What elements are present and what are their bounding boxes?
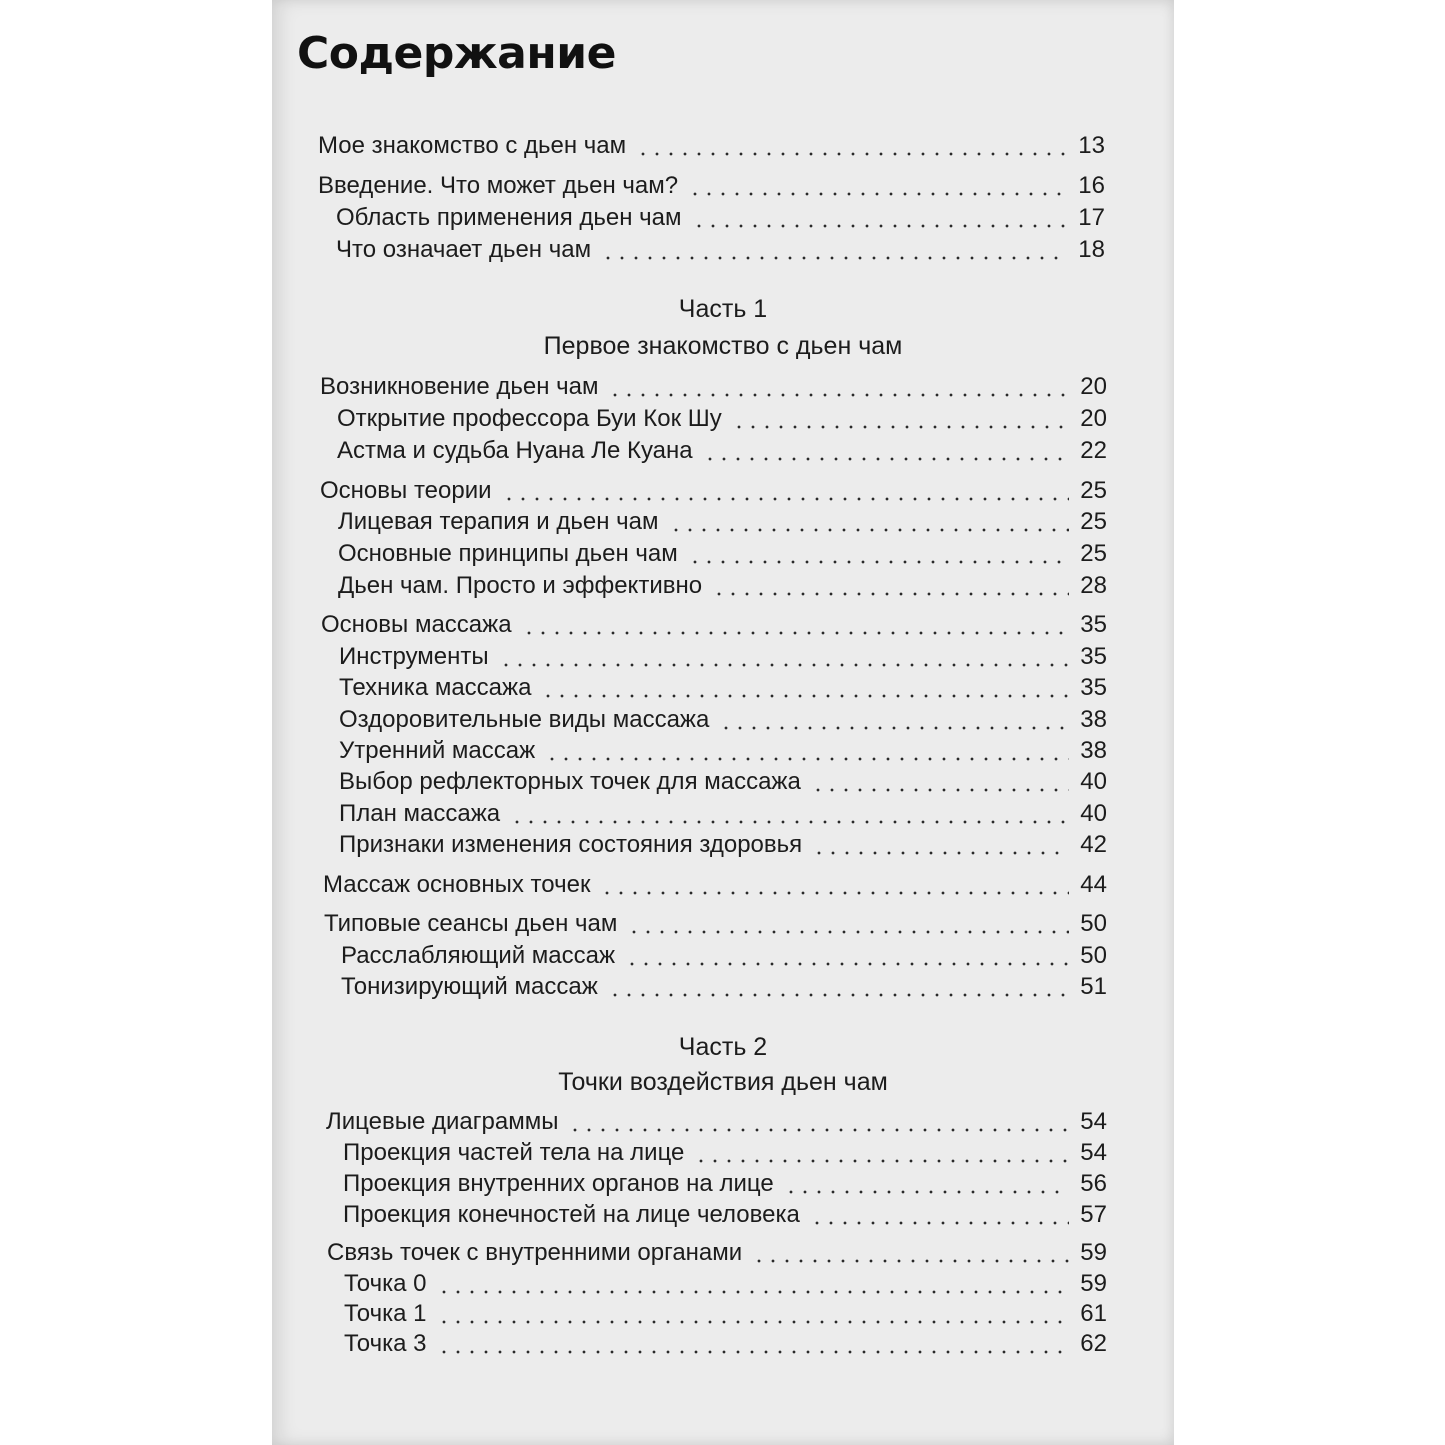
toc-entry-page: 38 (1080, 706, 1107, 733)
toc-entry-page: 20 (1080, 405, 1107, 432)
toc-entry-label: Дьен чам. Просто и эффективно (338, 572, 703, 599)
dot-leader (545, 757, 1069, 761)
toc-entry (320, 476, 1107, 506)
toc-entry-label: Тонизирующий массаж (341, 973, 598, 1000)
toc-entry-page: 57 (1080, 1201, 1107, 1228)
toc-entry-page: 56 (1080, 1170, 1107, 1197)
toc-entry-label: Точка 0 (344, 1270, 427, 1297)
dot-leader (568, 1128, 1069, 1132)
dot-leader (703, 457, 1069, 461)
toc-entry-page: 44 (1080, 871, 1107, 898)
dot-leader (732, 425, 1069, 429)
toc-entry-label: Оздоровительные виды массажа (339, 706, 710, 733)
toc-entry (324, 909, 1107, 939)
dot-leader (625, 962, 1069, 966)
dot-leader (601, 256, 1067, 260)
dot-leader (608, 393, 1069, 397)
toc-entry-label: Основы теории (320, 477, 492, 504)
toc-entry-label: Лицевые диаграммы (326, 1108, 559, 1135)
dot-leader (499, 663, 1069, 667)
dot-leader (541, 694, 1069, 698)
toc-entry-page: 35 (1080, 611, 1107, 638)
toc-entry-label: Точка 3 (344, 1330, 427, 1357)
toc-entry (318, 171, 1105, 201)
dot-leader (694, 1159, 1069, 1163)
toc-entry (321, 610, 1107, 640)
toc-entry-page: 18 (1078, 236, 1105, 263)
toc-entry-page: 50 (1080, 942, 1107, 969)
toc-entry-page: 42 (1080, 831, 1107, 858)
toc-entry (327, 1238, 1107, 1268)
toc-entry-label: Область применения дьен чам (336, 204, 682, 231)
toc-entry-page: 51 (1080, 973, 1107, 1000)
toc-entry (343, 1169, 1107, 1199)
toc-entry-label: Инструменты (339, 643, 489, 670)
toc-entry-page: 25 (1080, 540, 1107, 567)
dot-leader (719, 726, 1069, 730)
toc-entry-label: Основные принципы дьен чам (338, 540, 678, 567)
toc-entry-label: Массаж основных точек (323, 871, 591, 898)
toc-entry (339, 642, 1107, 672)
toc-entry-label: Введение. Что может дьен чам? (318, 172, 679, 199)
dot-leader (636, 152, 1067, 156)
toc-entry-page: 13 (1078, 132, 1105, 159)
toc-entry-page: 25 (1080, 508, 1107, 535)
toc-entry-label: Возникновение дьен чам (320, 373, 599, 400)
toc-entry (339, 673, 1107, 703)
toc-entry-page: 17 (1078, 204, 1105, 231)
part-title: Первое знакомство с дьен чам (543, 332, 903, 360)
toc-entry-page: 54 (1080, 1108, 1107, 1135)
toc-entry-page: 40 (1080, 800, 1107, 827)
page-title: Содержание (297, 28, 616, 79)
toc-entry (339, 767, 1107, 797)
toc-entry (344, 1269, 1107, 1299)
toc-entry-label: Проекция конечностей на лице человека (343, 1201, 800, 1228)
toc-entry (323, 870, 1107, 900)
toc-entry-page: 16 (1078, 172, 1105, 199)
toc-entry (337, 404, 1107, 434)
toc-entry-page: 50 (1080, 910, 1107, 937)
dot-leader (627, 930, 1069, 934)
part-number: Часть 1 (678, 295, 768, 323)
dot-leader (522, 631, 1069, 635)
toc-entry (338, 571, 1107, 601)
toc-entry (338, 507, 1107, 537)
toc-entry (339, 705, 1107, 735)
dot-leader (437, 1350, 1070, 1354)
toc-entry-label: Проекция частей тела на лице (343, 1139, 685, 1166)
dot-leader (688, 192, 1067, 196)
dot-leader (608, 993, 1069, 997)
toc-entry-label: Основы массажа (321, 611, 512, 638)
dot-leader (437, 1290, 1070, 1294)
dot-leader (752, 1259, 1069, 1263)
toc-entry-page: 38 (1080, 737, 1107, 764)
toc-entry-page: 62 (1080, 1330, 1107, 1357)
toc-entry (338, 539, 1107, 569)
toc-entry-page: 54 (1080, 1139, 1107, 1166)
toc-entry (336, 235, 1105, 265)
toc-entry (320, 372, 1107, 402)
toc-entry-label: Точка 1 (344, 1300, 427, 1327)
toc-entry-page: 40 (1080, 768, 1107, 795)
part-number: Часть 2 (678, 1033, 768, 1061)
dot-leader (669, 528, 1069, 532)
toc-entry-label: Расслабляющий массаж (341, 942, 616, 969)
toc-entry-label: Типовые сеансы дьен чам (324, 910, 618, 937)
toc-entry-label: Проекция внутренних органов на лице (343, 1170, 774, 1197)
toc-entry-label: Мое знакомство с дьен чам (318, 132, 627, 159)
toc-entry (326, 1107, 1107, 1137)
toc-entry (318, 131, 1105, 161)
toc-entry (343, 1200, 1107, 1230)
toc-entry (339, 799, 1107, 829)
toc-entry (336, 203, 1105, 233)
toc-entry-page: 61 (1080, 1300, 1107, 1327)
dot-leader (712, 592, 1069, 596)
dot-leader (784, 1190, 1069, 1194)
dot-leader (811, 788, 1069, 792)
toc-entry (339, 830, 1107, 860)
dot-leader (692, 224, 1067, 228)
dot-leader (688, 560, 1069, 564)
dot-leader (812, 851, 1069, 855)
toc-entry-page: 20 (1080, 373, 1107, 400)
toc-entry-label: Открытие профессора Буи Кок Шу (337, 405, 722, 432)
toc-entry-label: Лицевая терапия и дьен чам (338, 508, 659, 535)
toc-entry-label: Связь точек с внутренними органами (327, 1239, 743, 1266)
toc-entry-label: Техника массажа (339, 674, 532, 701)
toc-entry-label: Что означает дьен чам (336, 236, 592, 263)
part-title: Точки воздействия дьен чам (558, 1068, 888, 1096)
dot-leader (810, 1221, 1069, 1225)
toc-entry-page: 59 (1080, 1239, 1107, 1266)
toc-entry (344, 1299, 1107, 1329)
toc-entry (341, 941, 1107, 971)
toc-entry-page: 35 (1080, 643, 1107, 670)
toc-entry (339, 736, 1107, 766)
toc-entry (344, 1329, 1107, 1359)
toc-entry-label: Выбор рефлекторных точек для массажа (339, 768, 801, 795)
toc-entry-page: 28 (1080, 572, 1107, 599)
toc-entry-label: Признаки изменения состояния здоровья (339, 831, 803, 858)
toc-entry-page: 59 (1080, 1270, 1107, 1297)
toc-entry-label: Утренний массаж (339, 737, 536, 764)
toc-entry-page: 35 (1080, 674, 1107, 701)
toc-entry-page: 22 (1080, 437, 1107, 464)
dot-leader (502, 497, 1069, 501)
dot-leader (600, 891, 1069, 895)
toc-entry (337, 436, 1107, 466)
toc-entry (343, 1138, 1107, 1168)
dot-leader (437, 1320, 1070, 1324)
toc-entry-label: План массажа (339, 800, 501, 827)
toc-entry-label: Астма и судьба Нуана Ле Куана (337, 437, 693, 464)
toc-entry-page: 25 (1080, 477, 1107, 504)
dot-leader (510, 820, 1069, 824)
toc-entry (341, 972, 1107, 1002)
